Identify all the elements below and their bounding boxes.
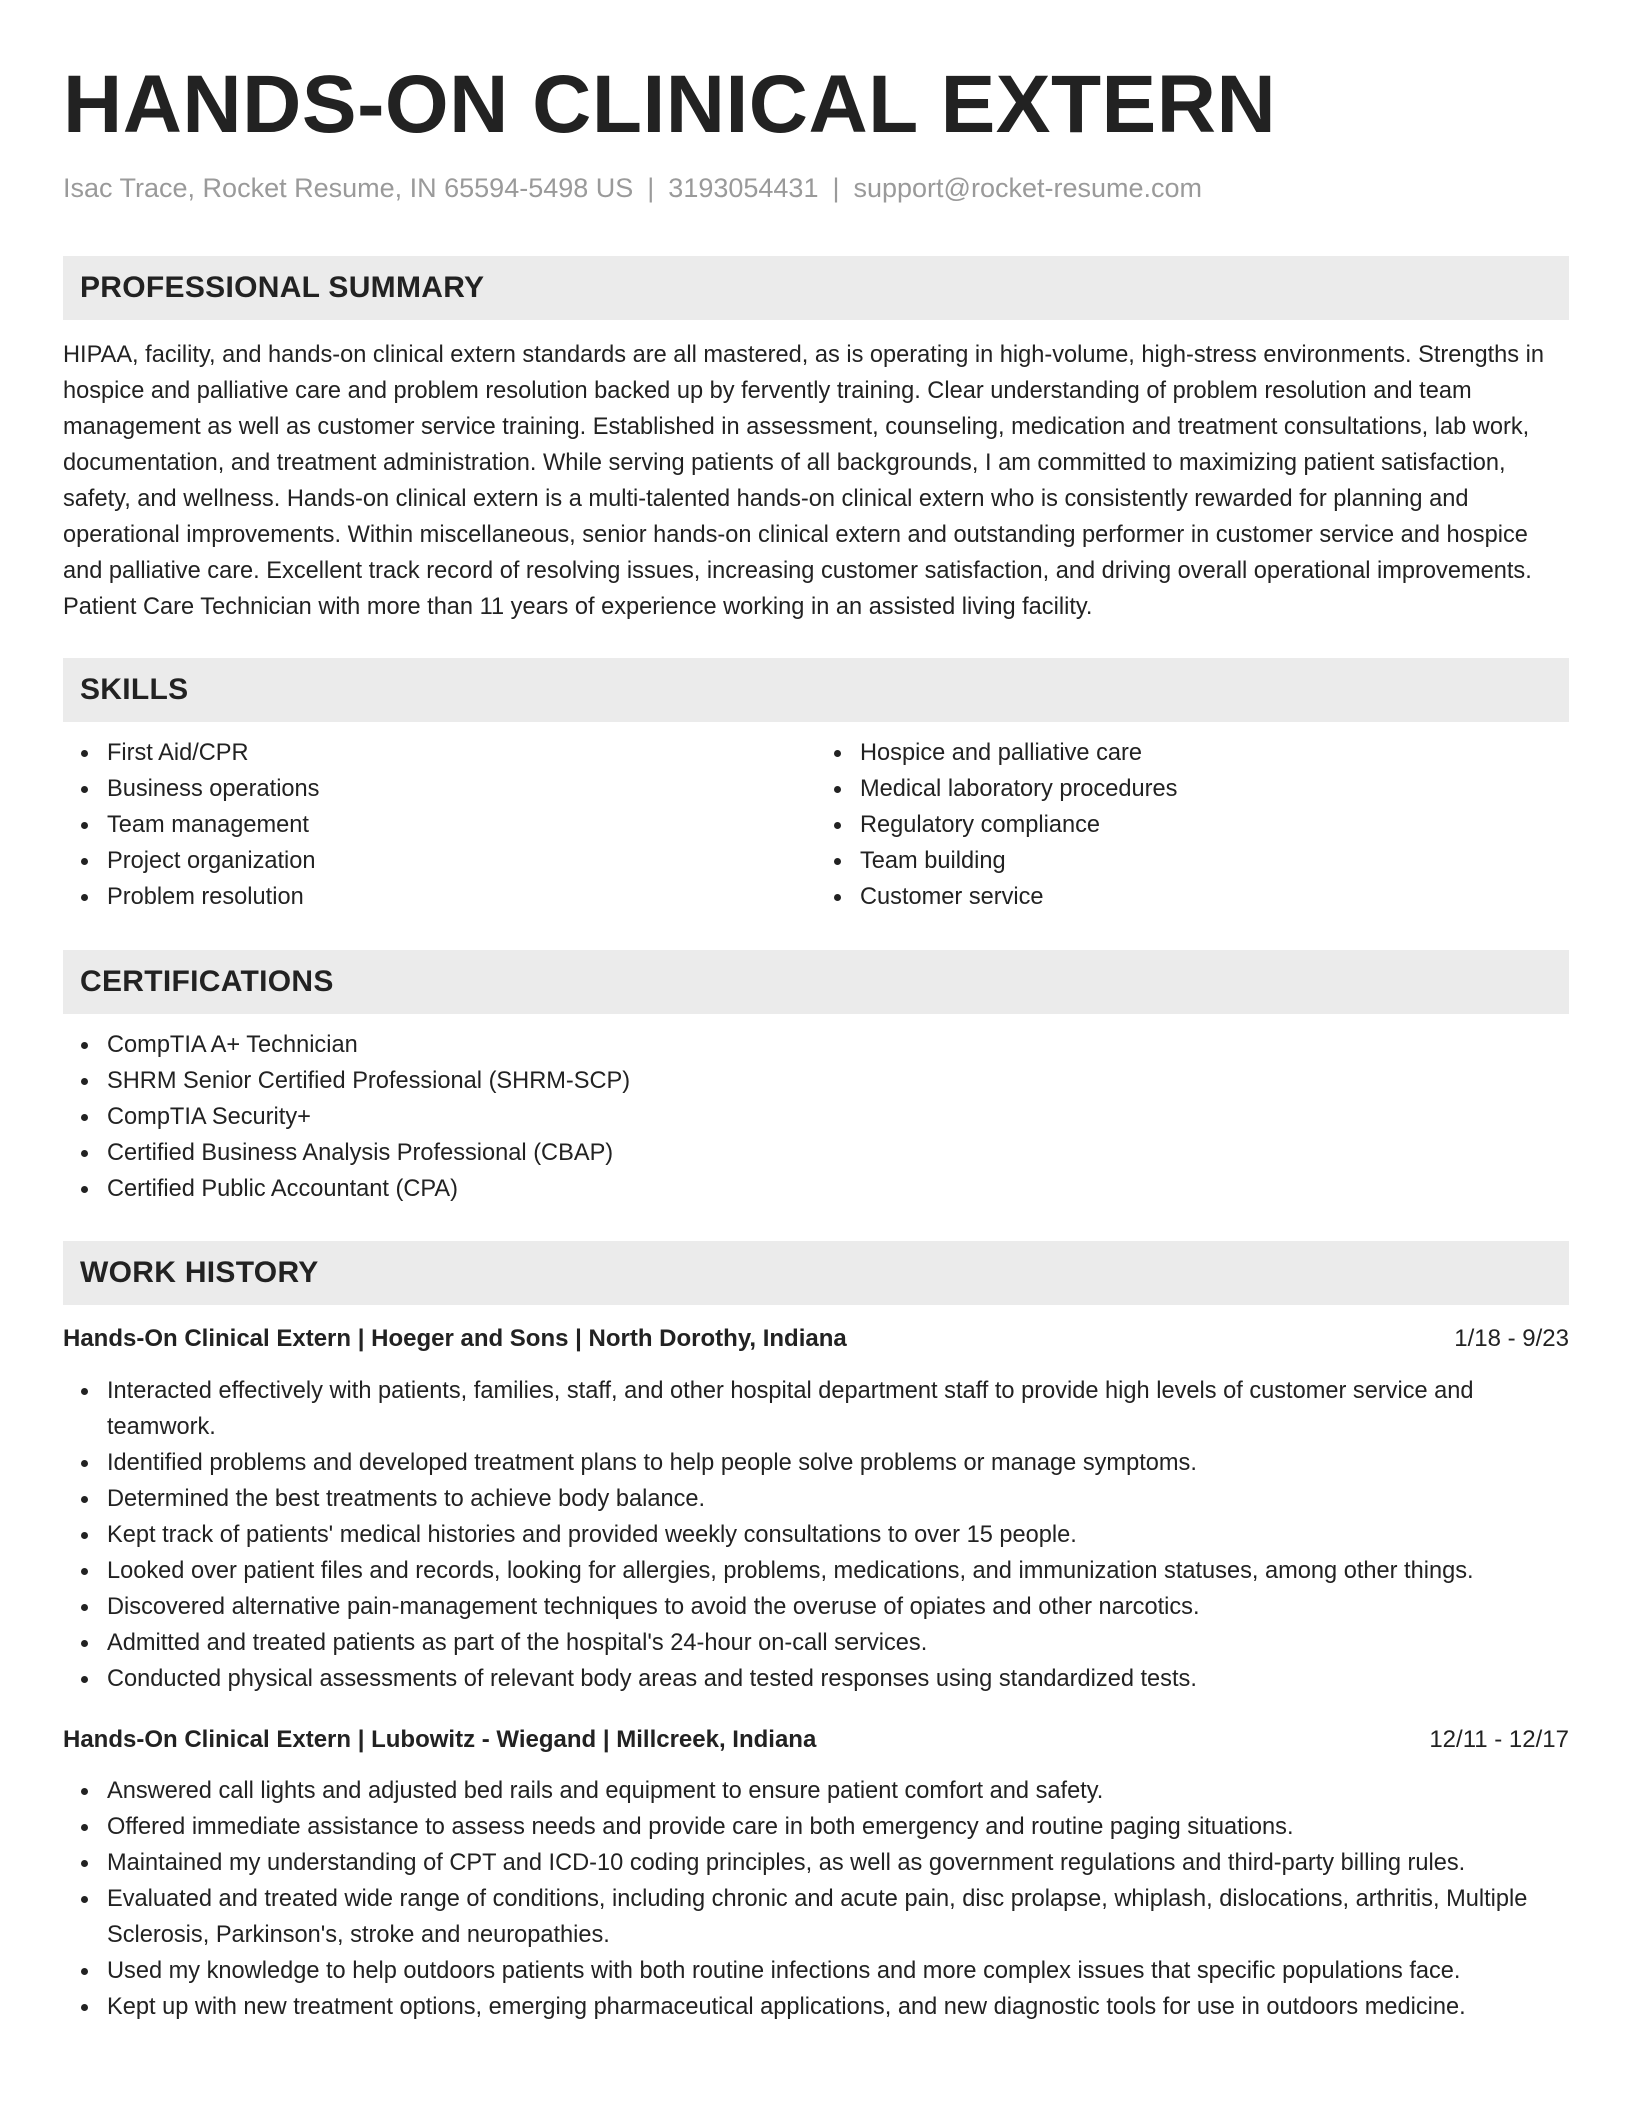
skill-item: Hospice and palliative care: [860, 735, 1569, 771]
job-bullet: Evaluated and treated wide range of conditions, including chronic and acute pain, disc prolapse, whiplash, dislocations, arthritis, Multiple Sclerosis, Parkinson's, stroke and neuropathies.: [107, 1881, 1569, 1953]
certifications-list: [63, 1027, 1569, 1207]
job-heading: Hands-On Clinical Extern | Hoeger and Sons | North Dorothy, Indiana: [63, 1325, 847, 1353]
summary-text: HIPAA, facility, and hands-on clinical extern standards are all mastered, as is operating in high-volume, high-stress environments. Strengths in hospice and palliative care and problem resolution backed up by fervently training. Clear understanding of problem resolution and team management as well as customer service training. Established in assessment, counseling, medication and treatment consultations, lab work, documentation, and treatment administration. While serving patients of all backgrounds, I am committed to maximizing patient satisfaction, safety, and wellness. Hands-on clinical extern is a multi-talented hands-on clinical extern who is consistently rewarded for planning and operational improvements. Within miscellaneous, senior hands-on clinical extern and outstanding performer in customer service and hospice and palliative care. Excellent track record of resolving issues, increasing customer satisfaction, and driving overall operational improvements. Patient Care Technician with more than 11 years of experience working in an assisted living facility.: [63, 342, 1545, 621]
job-bullet: Offered immediate assistance to assess needs and provide care in both emergency and routine paging situations.: [107, 1809, 1569, 1845]
skill-item: Team management: [107, 807, 816, 843]
skill-item: Team building: [860, 843, 1569, 879]
job-bullet-list: [63, 1373, 1569, 1697]
certifications-section-header: CERTIFICATIONS: [63, 950, 1569, 1014]
skills-section-header: SKILLS: [63, 658, 1569, 722]
contact-separator: |: [647, 173, 655, 203]
contact-email: support@rocket-resume.com: [853, 173, 1203, 203]
job-bullet: Maintained my understanding of CPT and ICD-10 coding principles, as well as government regulations and third-party billing rules.: [107, 1845, 1569, 1881]
skill-item: Customer service: [860, 879, 1569, 915]
skill-item: First Aid/CPR: [107, 735, 816, 771]
skill-item: Regulatory compliance: [860, 807, 1569, 843]
job-heading: Hands-On Clinical Extern | Lubowitz - Wiegand | Millcreek, Indiana: [63, 1726, 817, 1754]
job-bullet: Kept track of patients' medical histories and provided weekly consultations to over 15 people.: [107, 1517, 1569, 1553]
skills-column-left: [63, 735, 816, 915]
job-bullet-list: [63, 1773, 1569, 2025]
skill-item: Medical laboratory procedures: [860, 771, 1569, 807]
skill-item: Project organization: [107, 843, 816, 879]
job-bullet: Determined the best treatments to achieve body balance.: [107, 1481, 1569, 1517]
job-bullet: Identified problems and developed treatment plans to help people solve problems or manage symptoms.: [107, 1445, 1569, 1481]
job-heading-line: [63, 1722, 1569, 1758]
job-bullet: Answered call lights and adjusted bed rails and equipment to ensure patient comfort and safety.: [107, 1773, 1569, 1809]
skills-column-right: [816, 735, 1569, 915]
contact-phone: 3193054431: [668, 173, 819, 203]
certification-item: Certified Public Accountant (CPA): [107, 1171, 1569, 1207]
contact-address: Isac Trace, Rocket Resume, IN 65594-5498 US: [63, 173, 634, 203]
certification-item: CompTIA A+ Technician: [107, 1027, 1569, 1063]
job-bullet: Used my knowledge to help outdoors patients with both routine infections and more complex issues that specific populations face.: [107, 1953, 1569, 1989]
job-bullet: Looked over patient files and records, looking for allergies, problems, medications, and immunization statuses, among other things.: [107, 1553, 1569, 1589]
job-dates: 1/18 - 9/23: [1454, 1325, 1569, 1353]
job-bullet: Conducted physical assessments of relevant body areas and tested responses using standardized tests.: [107, 1661, 1569, 1697]
contact-line: [63, 172, 1569, 204]
skills-list: [63, 735, 1569, 915]
summary-section-header: PROFESSIONAL SUMMARY: [63, 256, 1569, 320]
contact-separator: |: [832, 173, 840, 203]
certification-item: SHRM Senior Certified Professional (SHRM-SCP): [107, 1063, 1569, 1099]
certification-item: Certified Business Analysis Professional (CBAP): [107, 1135, 1569, 1171]
work-history-section-header: WORK HISTORY: [63, 1241, 1569, 1305]
job-bullet: Discovered alternative pain-management techniques to avoid the overuse of opiates and other narcotics.: [107, 1589, 1569, 1625]
certification-item: CompTIA Security+: [107, 1099, 1569, 1135]
job-dates: 12/11 - 12/17: [1429, 1726, 1569, 1754]
job-bullet: Kept up with new treatment options, emerging pharmaceutical applications, and new diagnostic tools for use in outdoors medicine.: [107, 1989, 1569, 2025]
job-bullet: Interacted effectively with patients, families, staff, and other hospital department staff to provide high levels of customer service and teamwork.: [107, 1373, 1569, 1445]
skill-item: Business operations: [107, 771, 816, 807]
resume-title: HANDS-ON CLINICAL EXTERN: [63, 59, 1277, 150]
skill-item: Problem resolution: [107, 879, 816, 915]
job-heading-line: [63, 1321, 1569, 1357]
job-bullet: Admitted and treated patients as part of the hospital's 24-hour on-call services.: [107, 1625, 1569, 1661]
